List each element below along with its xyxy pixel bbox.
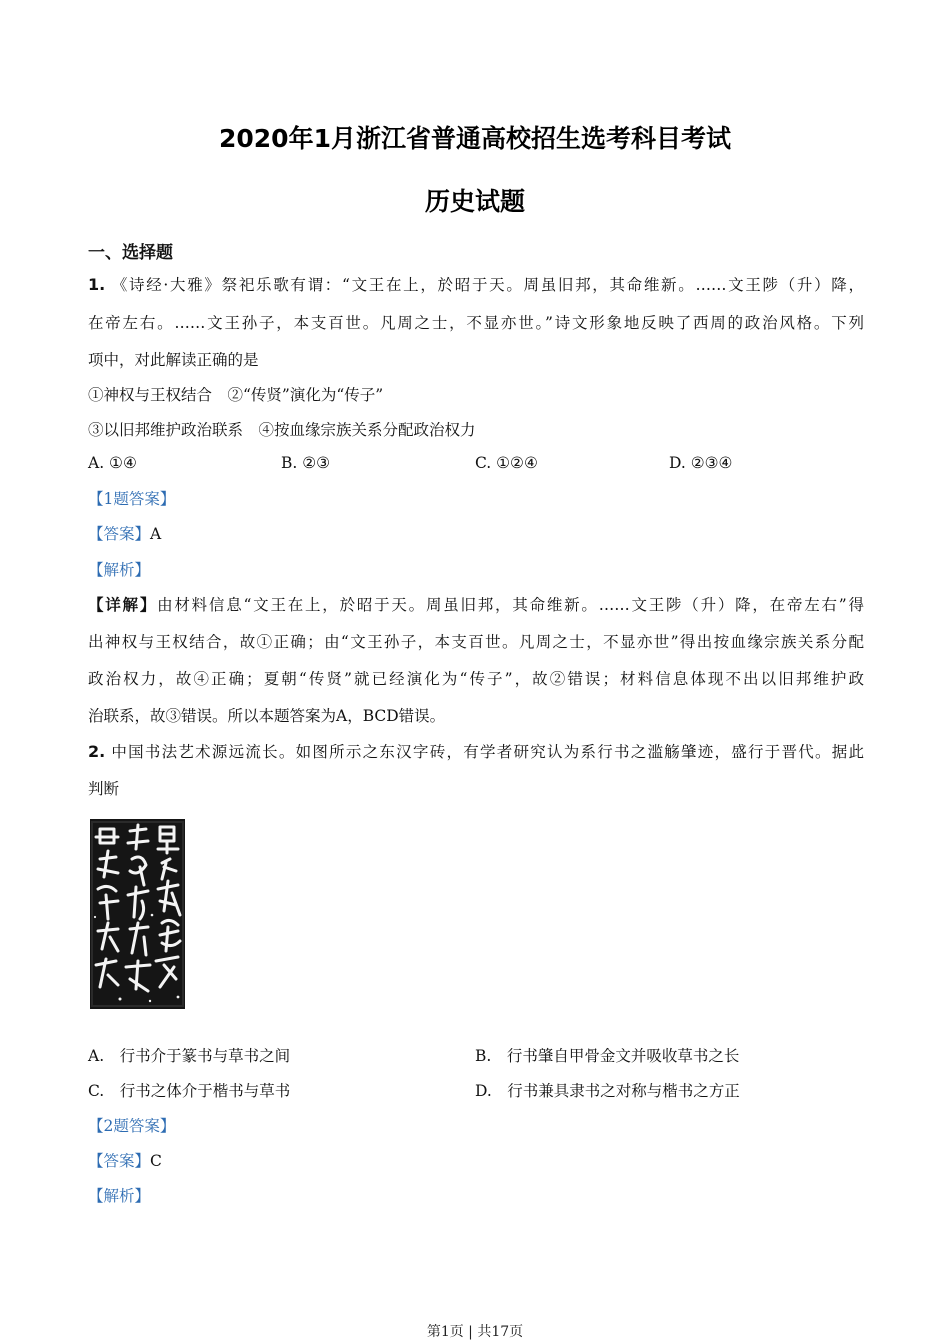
q1-analysis-tag: 【解析】 [88,561,151,579]
q1-detail-line-1 [88,594,864,616]
q1-statement-2: ③以旧邦维护政治联系 ④按血缘宗族关系分配政治权力 [88,421,476,439]
page-footer: 第1页 | 共17页 [426,1324,524,1340]
q1-stem-line-2: 在帝左右。……文王孙子，本支百世。凡周之士，不显亦世。”诗文形象地反映了西周的政治风格。下列 [88,314,864,332]
q2-answer-heading: 【2题答案】 [88,1117,176,1135]
q1-detail-line-3: 政治权力，故④正确；夏朝“传贤”就已经演化为“传子”，故②错误；材料信息体现不出以旧邦维护政 [88,670,864,688]
q1-option-c: C. ①②④ [475,454,538,472]
q2-stem-line-1 [88,741,864,763]
document-title: 2020年1月浙江省普通高校招生选考科目考试 [219,124,731,153]
q2-option-c: C. 行书之体介于楷书与草书 [88,1082,291,1100]
q1-option-b: B. ②③ [281,454,331,472]
q1-detail-line-2: 出神权与王权结合，故①正确；由“文王孙子，本支百世。凡周之士，不显亦世”得出按血缘宗族关系分配 [88,633,864,651]
han-brick-rubbing-image [90,819,185,1009]
q1-detail-line-4: 治联系，故③错误。所以本题答案为A，BCD错误。 [88,707,446,725]
q1-option-d: D. ②③④ [669,454,733,472]
q1-option-a: A. ①④ [88,454,137,472]
q2-number: 2. [88,742,106,761]
q2-stem-text-1: 中国书法艺术源远流长。如图所示之东汉字砖，有学者研究认为系行书之滥觞肇迹，盛行于晋代。据此 [111,743,864,761]
q1-number: 1. [88,275,106,294]
q2-analysis-tag: 【解析】 [88,1187,151,1205]
q1-answer-tag: 【答案】 [88,525,151,543]
q1-detail-text-1: 由材料信息“文王在上，於昭于天。周虽旧邦，其命维新。……文王陟（升）降，在帝左右”得 [157,596,864,614]
q1-detail-tag: 【详解】 [88,595,158,614]
q1-stem-line-1 [88,274,864,296]
document-subtitle: 历史试题 [424,187,525,216]
q1-stem-text-1: 《诗经·大雅》祭祀乐歌有谓：“文王在上，於昭于天。周虽旧邦，其命维新。……文王陟（升）降， [111,276,864,294]
q1-stem-line-3: 项中，对此解读正确的是 [88,351,259,369]
q1-answer-heading: 【1题答案】 [88,490,176,508]
q1-answer-line [88,523,161,545]
q2-answer-value: C [150,1152,162,1170]
q2-option-a: A. 行书介于篆书与草书之间 [88,1047,291,1065]
q2-answer-line [88,1150,162,1172]
q1-statement-1: ①神权与王权结合 ②“传贤”演化为“传子” [88,386,384,404]
q2-option-d: D. 行书兼具隶书之对称与楷书之方正 [475,1082,740,1100]
q2-option-b: B. 行书肇自甲骨金文并吸收草书之长 [475,1047,740,1065]
q1-answer-value: A [150,525,162,543]
section-heading: 一、选择题 [88,243,173,263]
q2-answer-tag: 【答案】 [88,1152,151,1170]
q2-stem-line-2: 判断 [88,780,120,798]
